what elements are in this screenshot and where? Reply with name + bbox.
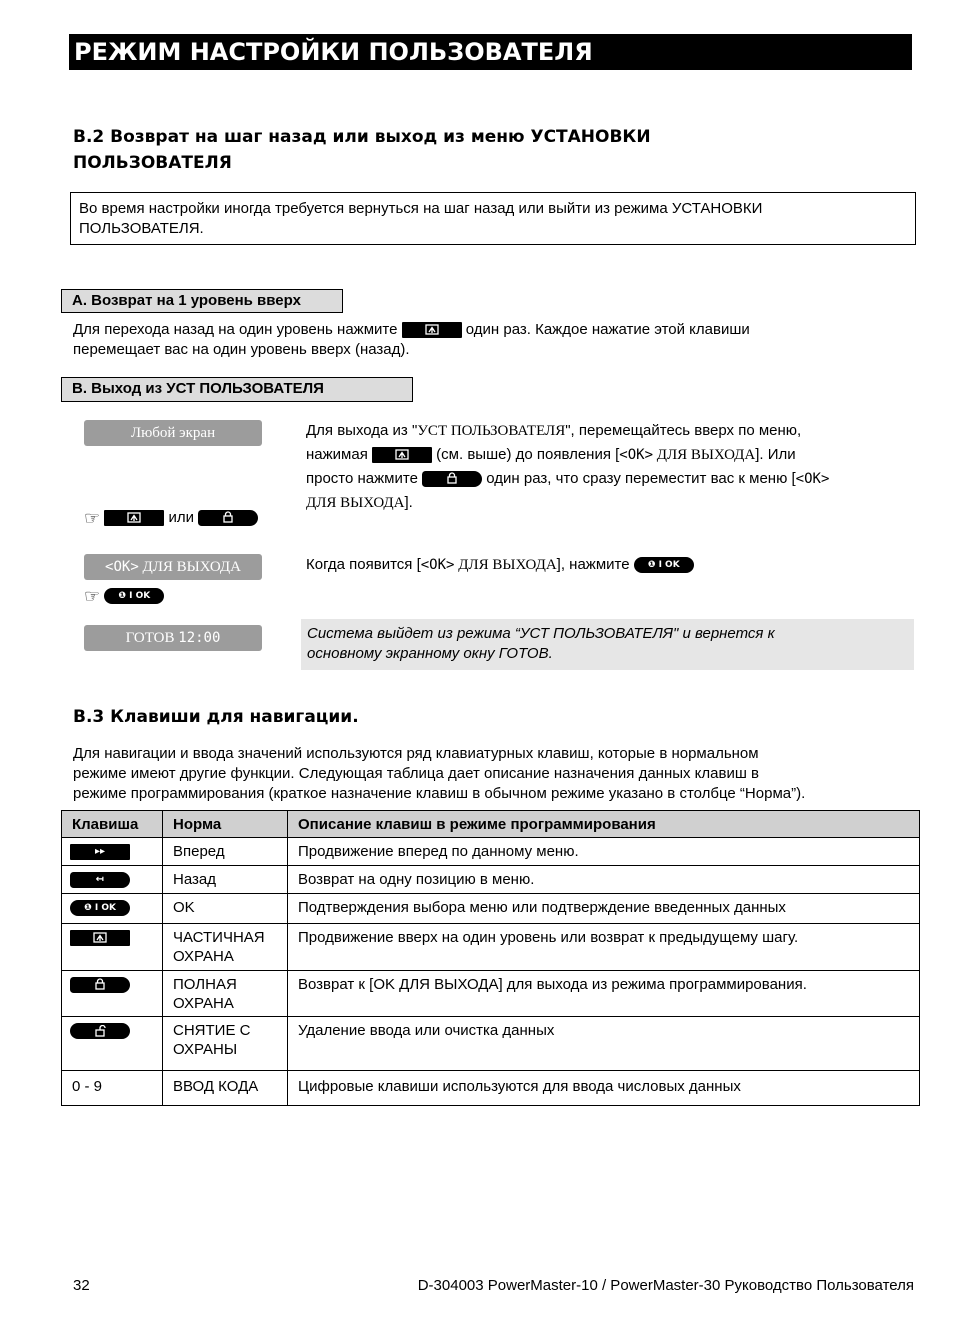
step1-l2d: ДЛЯ ВЫХОДА bbox=[653, 447, 756, 463]
norm-line2: ОХРАНА bbox=[173, 948, 234, 965]
section-b3-p3: режиме программирования (краткое назначение клавиш в обычном режиме указано в столбце “Норма”). bbox=[73, 785, 806, 802]
key-cell bbox=[62, 924, 163, 971]
header-key: Клавиша bbox=[62, 811, 163, 838]
pointing-hand-icon: ☞ bbox=[84, 586, 101, 607]
norm-cell bbox=[163, 924, 288, 971]
desc-cell: Удаление ввода или очистка данных bbox=[288, 1017, 920, 1071]
ok-key-icon: ❶ I OK bbox=[634, 557, 694, 573]
step2-d: ], нажмите bbox=[556, 556, 630, 573]
sub-b-step1-text bbox=[306, 419, 906, 515]
key-cell bbox=[62, 971, 163, 1017]
key-cell bbox=[62, 1017, 163, 1071]
desc-cell: Возврат к [OK ДЛЯ ВЫХОДА] для выхода из режима программирования. bbox=[288, 971, 920, 1017]
footer-doc-title: D-304003 PowerMaster-10 / PowerMaster-30 Руководство Пользователя bbox=[417, 1277, 914, 1294]
step2-c: ДЛЯ ВЫХОДА bbox=[454, 557, 557, 573]
sub-a-text bbox=[73, 320, 913, 360]
sub-a-text-line2: перемещает вас на один уровень вверх (назад). bbox=[73, 341, 410, 358]
lcd-ready-time: 12:00 bbox=[178, 630, 221, 646]
navigation-keys-table bbox=[61, 810, 920, 1106]
header-norm: Норма bbox=[163, 811, 288, 838]
step1-l2a: нажимая bbox=[306, 446, 368, 463]
keys-hint-row bbox=[84, 508, 258, 528]
key-cell bbox=[62, 866, 163, 894]
lcd-ok-exit bbox=[84, 554, 262, 580]
norm-line2: ОХРАНА bbox=[173, 995, 234, 1012]
table-row bbox=[62, 838, 920, 866]
ok-key-icon: ❶ I OK bbox=[104, 588, 164, 604]
sub-a-text-before-key: Для перехода назад на один уровень нажмите bbox=[73, 321, 398, 338]
home-key-icon bbox=[372, 447, 432, 463]
section-b2-title-line1: B.2 Возврат на шаг назад или выход из меню УСТАНОВКИ bbox=[73, 127, 651, 147]
section-b2-title-line2: ПОЛЬЗОВАТЕЛЯ bbox=[73, 153, 232, 173]
step1-l4end: ]. bbox=[404, 494, 413, 511]
table-row bbox=[62, 894, 920, 924]
desc-cell: Цифровые клавиши используются для ввода числовых данных bbox=[288, 1071, 920, 1106]
key-cell bbox=[62, 838, 163, 866]
section-b3-p2: режиме имеют другие функции. Следующая таблица дает описание назначения данных клавиш в bbox=[73, 765, 760, 782]
home-key-icon bbox=[402, 322, 462, 338]
section-b3-intro bbox=[73, 744, 918, 804]
norm-line1: СНЯТИЕ С bbox=[173, 1022, 251, 1039]
step1-l2c: <OK> bbox=[619, 447, 654, 463]
lcd-any-screen: Любой экран bbox=[84, 420, 262, 446]
back-key-icon: ↤ bbox=[70, 872, 130, 888]
lcd-ready bbox=[84, 625, 262, 651]
section-b2-title bbox=[73, 124, 651, 176]
table-row bbox=[62, 971, 920, 1017]
step1-l4: ДЛЯ ВЫХОДА bbox=[306, 495, 405, 511]
step2-a: Когда появится [ bbox=[306, 556, 421, 573]
step1-l2b: (см. выше) до появления [ bbox=[436, 446, 620, 463]
lcd-ok-exit-ok: <OK> bbox=[105, 559, 139, 575]
key-cell bbox=[62, 894, 163, 924]
table-row bbox=[62, 924, 920, 971]
step1-l3b: один раз, что сразу переместит вас к меню [ bbox=[486, 470, 796, 487]
home-key-icon bbox=[70, 930, 130, 946]
desc-cell: Продвижение вперед по данному меню. bbox=[288, 838, 920, 866]
ok-hint-row bbox=[84, 586, 164, 606]
step1-l3a: просто нажмите bbox=[306, 470, 418, 487]
key-cell: 0 - 9 bbox=[62, 1071, 163, 1106]
unlock-key-icon bbox=[70, 1023, 130, 1039]
norm-line1: ЧАСТИЧНАЯ bbox=[173, 929, 265, 946]
sub-a-text-after-key: один раз. Каждое нажатие этой клавиши bbox=[465, 321, 750, 338]
page-number: 32 bbox=[73, 1277, 90, 1294]
table-row bbox=[62, 1071, 920, 1106]
sub-a-heading: A. Возврат на 1 уровень вверх bbox=[61, 289, 343, 313]
desc-cell: Возврат на одну позицию в меню. bbox=[288, 866, 920, 894]
ok-key-label: OK bbox=[101, 903, 116, 914]
table-row bbox=[62, 1017, 920, 1071]
sub-b-heading: B. Выход из УСТ ПОЛЬЗОВАТЕЛЯ bbox=[61, 377, 413, 402]
norm-line2: ОХРАНЫ bbox=[173, 1041, 238, 1058]
section-b3-title: B.3 Клавиши для навигации. bbox=[73, 707, 359, 727]
desc-cell: Продвижение вверх на один уровень или возврат к предыдущему шагу. bbox=[288, 924, 920, 971]
lock-key-icon bbox=[422, 471, 482, 487]
norm-cell: Назад bbox=[163, 866, 288, 894]
table-header-row bbox=[62, 811, 920, 838]
step1-l1b: УСТ ПОЛЬЗОВАТЕЛЯ bbox=[417, 423, 566, 439]
section-b3-p1: Для навигации и ввода значений используются ряд клавиатурных клавиш, которые в нормальном bbox=[73, 745, 759, 762]
sub-b-step2-text bbox=[306, 555, 694, 575]
norm-cell bbox=[163, 1017, 288, 1071]
lock-key-icon bbox=[198, 510, 258, 526]
norm-cell: ВВОД КОДА bbox=[163, 1071, 288, 1106]
desc-cell: Подтверждения выбора меню или подтверждение введенных данных bbox=[288, 894, 920, 924]
section-b2-intro-line2: ПОЛЬЗОВАТЕЛЯ. bbox=[79, 220, 204, 237]
header-desc: Описание клавиш в режиме программирования bbox=[288, 811, 920, 838]
lock-key-icon bbox=[70, 977, 130, 993]
norm-cell: Вперед bbox=[163, 838, 288, 866]
step2-b: <OK> bbox=[420, 557, 455, 573]
exit-note-line2: основному экранному окну ГОТОВ. bbox=[307, 645, 553, 662]
table-row bbox=[62, 866, 920, 894]
forward-key-icon: ▸▸ bbox=[70, 844, 130, 860]
exit-note bbox=[301, 619, 914, 670]
step1-l1a: Для выхода из " bbox=[306, 422, 418, 439]
norm-line1: ПОЛНАЯ bbox=[173, 976, 237, 993]
norm-cell bbox=[163, 971, 288, 1017]
step1-l3c: <OK> bbox=[795, 471, 830, 487]
lcd-ready-label: ГОТОВ bbox=[125, 630, 179, 646]
home-key-icon bbox=[104, 510, 164, 526]
lcd-ok-exit-text: ДЛЯ ВЫХОДА bbox=[138, 559, 241, 575]
or-label: или bbox=[168, 509, 194, 526]
norm-cell: OK bbox=[163, 894, 288, 924]
step1-l1c: ", перемещайтесь вверх по меню, bbox=[565, 422, 802, 439]
section-b2-intro-line1: Во время настройки иногда требуется вернуться на шаг назад или выйти из режима УСТАНОВКИ bbox=[79, 200, 763, 217]
exit-note-line1: Система выйдет из режима “УСТ ПОЛЬЗОВАТЕЛЯ" и вернется к bbox=[307, 625, 775, 642]
page-title: РЕЖИМ НАСТРОЙКИ ПОЛЬЗОВАТЕЛЯ bbox=[69, 34, 912, 70]
section-b2-intro-box bbox=[70, 192, 916, 245]
step1-l2e: ]. Или bbox=[755, 446, 796, 463]
ok-key-icon: ❶ I OK bbox=[70, 900, 130, 916]
pointing-hand-icon: ☞ bbox=[84, 508, 101, 529]
